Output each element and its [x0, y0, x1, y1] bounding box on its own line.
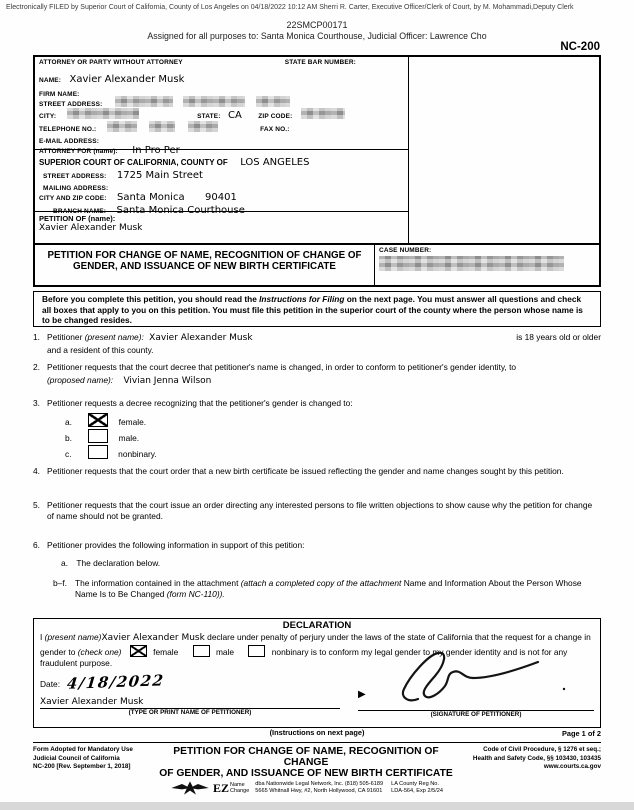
option-b-label: male. — [118, 433, 140, 444]
court-street-value: 1725 Main Street — [116, 170, 203, 181]
ez-brand: EZ — [212, 780, 229, 795]
instructions-strip — [33, 728, 601, 743]
decl-checkbox-male[interactable] — [193, 645, 210, 657]
item-1-right-text: is 18 years old or older — [516, 332, 601, 342]
signature-block — [358, 689, 594, 719]
state-value: CA — [228, 110, 242, 121]
footer-title-line1: PETITION FOR CHANGE OF NAME, RECOGNITION OF CHANGE — [173, 746, 439, 768]
ez-brand-name: Name — [229, 781, 245, 788]
item-5-number: 5. — [33, 500, 40, 510]
item-2-label-italic: (proposed name): — [47, 375, 114, 386]
case-number-cell — [375, 245, 599, 285]
ez-brand-change: Change — [229, 788, 250, 794]
court-mailing-label: MAILING ADDRESS: — [43, 185, 109, 192]
decl-checkbox-nonbinary[interactable] — [248, 645, 265, 657]
form-title-cell — [35, 245, 375, 285]
title-row — [35, 243, 599, 285]
decl-option-nonbinary: nonbinary — [271, 646, 309, 657]
option-a-letter: a. — [65, 417, 72, 428]
notice-text-italic: Instructions for Filing — [259, 294, 345, 304]
court-county-value: LOS ANGELES — [240, 157, 310, 168]
court-branch-value: Santa Monica Courthouse — [116, 205, 245, 216]
efile-stamp-line: Electronically FILED by Superior Court of California, County of Los Angeles on 04/18/2022 10:12 AM Sherri R. Carter, Executive Officer/Clerk of Court, by M. Mohammadi,Deputy Clerk — [6, 4, 574, 11]
firm-name-label: FIRM NAME: — [39, 91, 80, 98]
fax-label: FAX NO.: — [260, 126, 290, 133]
footer-left-block — [33, 746, 151, 796]
declaration-mid: declare under penalty of perjury under the laws of the state of California that the request for a change in gender to — [40, 632, 591, 657]
instructions-note: (Instructions on next page) — [269, 728, 365, 737]
declaration-box — [33, 618, 601, 728]
court-street-label: STREET ADDRESS: — [43, 173, 107, 180]
petition-of-label: PETITION OF (name): — [39, 214, 116, 223]
footer-left-line2: Judicial Council of California — [33, 754, 120, 762]
court-zip-value: 90401 — [205, 192, 237, 203]
notice-text-1: Before you complete this petition, you should read the — [42, 294, 260, 304]
ez-brand-row — [151, 780, 461, 796]
item-6bf-text-1: The information contained in the attachment — [75, 578, 241, 589]
petition-of-section — [35, 212, 408, 243]
declaration-present-name-label: (present name) — [44, 632, 102, 642]
court-use-box — [409, 57, 599, 243]
item-1-label-italic: (present name): — [84, 332, 144, 342]
footer-right-block — [461, 746, 601, 796]
footer-right-line2: Health and Safety Code, §§ 103430, 103435 — [472, 754, 601, 762]
court-title-label: SUPERIOR COURT OF CALIFORNIA, COUNTY OF — [39, 158, 228, 167]
redacted-zip-code — [301, 108, 345, 119]
ez-address-line2: 5665 Whitnall Hwy, #2, North Hollywood, CA 91601 — [255, 788, 383, 794]
decl-checkbox-female[interactable] — [130, 645, 147, 657]
item-6bf-text-2: Name and Information About the Person Whose Name Is to Be Changed — [75, 578, 582, 600]
case-id-header: 22SMCP00171 — [286, 20, 348, 30]
item-3 — [33, 398, 601, 460]
ez-reg-line1: LA County Reg No. — [391, 781, 439, 788]
ez-brand-stack — [230, 782, 249, 794]
item-6-number: 6. — [33, 540, 40, 550]
item-2 — [33, 362, 601, 388]
handwritten-signature-icon — [388, 645, 588, 707]
item-6bf-italic-2: (form NC-110)). — [166, 589, 225, 600]
item-6bf-letter: b–f. — [53, 578, 67, 589]
footer-title-line2: OF GENDER, AND ISSUANCE OF NEW BIRTH CERTIFICATE — [159, 768, 453, 779]
redacted-phone-1 — [107, 121, 137, 132]
option-c-label: nonbinary. — [118, 449, 157, 460]
footer-left-line3: NC-200 [Rev. September 1, 2018] — [33, 763, 131, 770]
printed-name-caption: (TYPE OR PRINT NAME OF PETITIONER) — [128, 709, 252, 717]
decl-option-male: male — [215, 646, 235, 657]
signature-caption: (SIGNATURE OF PETITIONER) — [430, 711, 522, 719]
gender-option-row-c — [65, 445, 601, 460]
checkbox-nonbinary[interactable] — [88, 445, 108, 459]
item-6a-text: The declaration below. — [76, 558, 161, 569]
state-label: STATE: — [197, 113, 221, 120]
declaration-heading: DECLARATION — [282, 620, 352, 631]
option-a-label: female. — [118, 417, 147, 428]
notice-box — [33, 291, 601, 327]
attorney-header-label: ATTORNEY OR PARTY WITHOUT ATTORNEY — [39, 59, 183, 66]
item-3-number: 3. — [33, 398, 40, 408]
footer-right-line1: Code of Civil Procedure, § 1276 et seq.; — [483, 746, 601, 753]
court-city-zip-label: CITY AND ZIP CODE: — [39, 195, 107, 202]
footer-right-line3: www.courts.ca.gov — [543, 763, 601, 770]
page-indicator: Page 1 of 2 — [561, 729, 601, 738]
item-6-text: Petitioner provides the following information in support of this petition: — [47, 540, 305, 550]
ez-reg-line2: LDA-564, Exp 2/5/24 — [391, 788, 444, 794]
date-label: Date: — [40, 679, 61, 690]
telephone-label: TELEPHONE NO.: — [39, 126, 97, 133]
redacted-phone-2 — [149, 121, 175, 132]
item-4-number: 4. — [33, 466, 40, 476]
case-number-label: CASE NUMBER: — [379, 247, 432, 254]
item-1 — [33, 332, 601, 356]
zip-code-label: ZIP CODE: — [258, 113, 293, 120]
item-6bf-italic-1: (attach a completed copy of the attachment — [240, 578, 402, 589]
street-address-label: STREET ADDRESS: — [39, 101, 103, 108]
decl-option-female: female — [153, 646, 179, 657]
item-2-proposed-name: Vivian Jenna Wilson — [123, 376, 212, 387]
form-number: NC-200 — [560, 41, 600, 53]
ez-registration-block — [391, 781, 443, 795]
form-header-box — [33, 55, 601, 287]
item-4-text: Petitioner requests that the court order that a new birth certificate be issued reflecting the gender and name changes sought by this petition. — [47, 466, 564, 476]
court-branch-label: BRANCH NAME: — [53, 208, 107, 215]
declaration-check-one: (check one) — [77, 646, 122, 657]
court-city-value: Santa Monica — [117, 192, 185, 203]
item-1-label: Petitioner — [47, 332, 85, 342]
printed-name-value: Xavier Alexander Musk — [40, 697, 340, 709]
assignment-line: Assigned for all purposes to: Santa Monica Courthouse, Judicial Officer: Lawrence Cho — [147, 31, 487, 41]
option-b-letter: b. — [65, 433, 72, 444]
checkbox-male[interactable] — [88, 429, 108, 443]
handwritten-date: 4/18/2022 — [66, 671, 166, 693]
declaration-lead: I — [40, 632, 45, 642]
option-c-letter: c. — [65, 449, 72, 460]
attorney-name-value: Xavier Alexander Musk — [69, 74, 185, 85]
gender-option-row-a — [65, 413, 601, 428]
page-edge — [0, 802, 634, 810]
declaration-name: Xavier Alexander Musk — [101, 633, 205, 643]
footer-left-line1: Form Adopted for Mandatory Use — [33, 746, 133, 753]
court-section — [35, 150, 408, 216]
item-3-text: Petitioner requests a decree recognizing that the petitioner's gender is changed to: — [47, 398, 353, 408]
city-label: CITY: — [39, 113, 57, 120]
item-2-text: Petitioner requests that the court decree that petitioner's name is changed, in order to conform to petitioner's gender identity, to — [47, 362, 517, 372]
attorney-section — [35, 57, 408, 156]
item-4 — [33, 466, 601, 477]
ez-address-block — [255, 781, 383, 795]
item-1-present-name: Xavier Alexander Musk — [149, 333, 253, 343]
signature-arrow-icon: ▶ — [358, 689, 366, 701]
form-title-line1: PETITION FOR CHANGE OF NAME, RECOGNITION OF CHANGE OF — [47, 250, 362, 261]
petition-of-name: Xavier Alexander Musk — [39, 223, 143, 233]
form-title-line2: GENDER, AND ISSUANCE OF NEW BIRTH CERTIFICATE — [73, 261, 336, 272]
footer-center-block — [151, 746, 461, 796]
item-6 — [33, 540, 601, 600]
item-2-number: 2. — [33, 362, 40, 372]
redacted-phone-3 — [188, 121, 218, 132]
attorney-for-label: ATTORNEY FOR (name): — [39, 148, 118, 155]
item-1-line2: and a resident of this county. — [47, 344, 154, 355]
attorney-for-value: In Pro Per — [132, 145, 180, 156]
ez-address-line1: dba Nationwide Legal Network, Inc. (818) 505-6189 — [255, 781, 384, 788]
name-label: NAME: — [39, 77, 62, 84]
printed-name-block — [40, 697, 340, 718]
item-5-text: Petitioner requests that the court issue an order directing any interested persons to file written objections to show cause why the petition for change of name should not be granted. — [47, 500, 593, 522]
state-bar-label: STATE BAR NUMBER: — [284, 59, 356, 66]
form-footer — [33, 746, 601, 796]
eagle-logo-icon — [169, 780, 211, 796]
checkbox-female[interactable] — [88, 413, 108, 427]
item-5 — [33, 500, 601, 522]
declaration-tail: is to conform my legal gender to my gender identity and is not for any fraudulent purpose. — [40, 646, 568, 668]
item-6a-letter: a. — [61, 558, 68, 569]
notice-text-2: on the next page. You must answer all questions and check all boxes that apply to you on this petition. You must file this petition in the superior court of the county where the person whose name is to be changed resides. — [42, 294, 583, 326]
redacted-case-number — [379, 256, 564, 271]
gender-option-row-b — [65, 429, 601, 444]
caption-column — [35, 57, 409, 243]
email-label: E-MAIL ADDRESS: — [39, 138, 100, 145]
item-1-number: 1. — [33, 332, 40, 342]
